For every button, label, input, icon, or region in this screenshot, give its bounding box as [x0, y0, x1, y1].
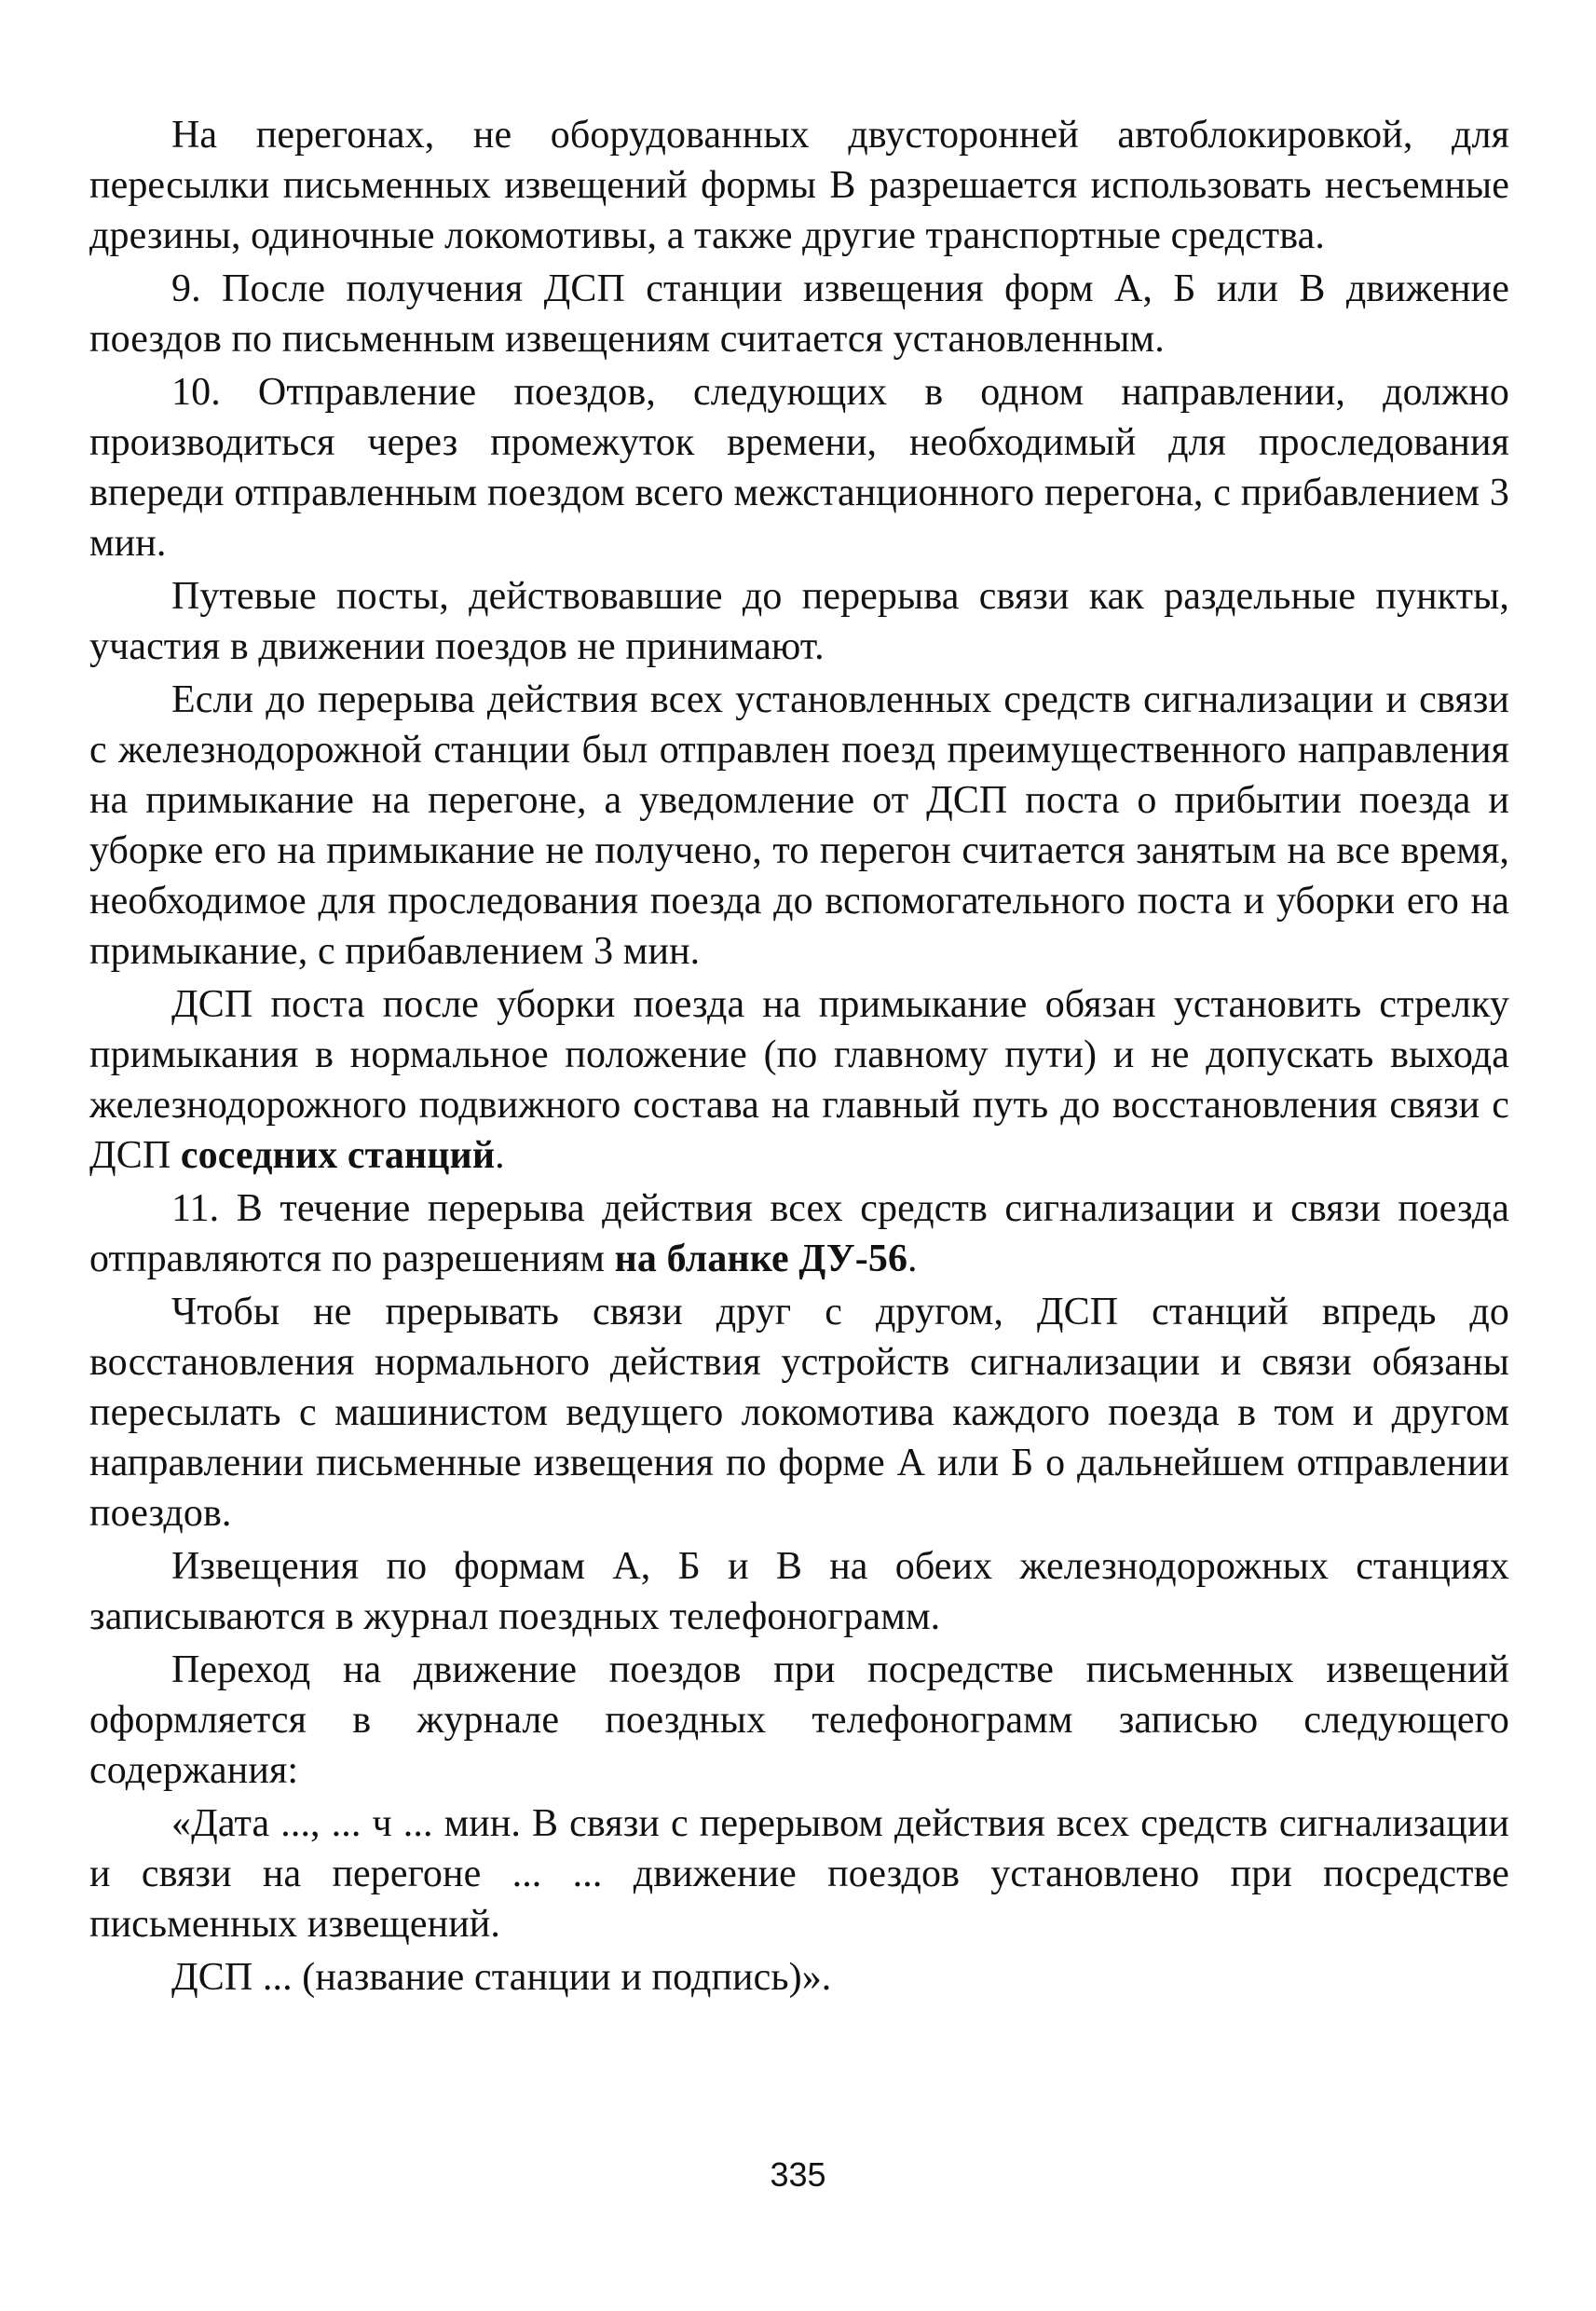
- paragraph-3-text: 10. Отправление поездов, следующих в одном направлении, должно производиться через промежуток времени, необходимый для проследования впереди отправленным поездом всего межстанционного перегона, с прибавлением 3 мин.: [89, 371, 1509, 565]
- paragraph-5-text: Если до перерыва действия всех установленных средств сигнализации и связи с железнодорожной станции был отправлен поезд преимущественного направления на примыкание на перегоне, а уведомление от ДСП поста о прибытии поезда и уборке его на примыкание не получено, то перегон считается занятым на все время, необходимое для проследования поезда до вспомогательного поста и уборки его на примыкание, с прибавлением 3 мин.: [89, 678, 1509, 973]
- paragraph-10-text: Переход на движение поездов при посредстве письменных извещений оформляется в журнале поездных телефонограмм записью следующего содержания:: [89, 1648, 1509, 1792]
- paragraph-2: [89, 264, 1509, 364]
- document-page: [89, 110, 1509, 2207]
- paragraph-4-text: Путевые посты, действовавшие до перерыва связи как раздельные пункты, участия в движении поездов не принимают.: [89, 575, 1509, 668]
- paragraph-8: [89, 1287, 1509, 1538]
- paragraph-3: [89, 367, 1509, 568]
- paragraph-6-text: ДСП поста после уборки поезда на примыкание обязан установить стрелку примыкания в нормальное положение (по главному пути) и не допускать выхода железнодорожного подвижного состава на главный путь до восстановления связи с ДСП: [89, 983, 1509, 1177]
- paragraph-7: [89, 1183, 1509, 1284]
- paragraph-9-text: Извещения по формам А, Б и В на обеих железнодорожных станциях записываются в журнал поездных телефонограмм.: [89, 1545, 1509, 1638]
- paragraph-4: [89, 571, 1509, 672]
- paragraph-12-text: ДСП ... (название станции и подпись)».: [171, 1956, 832, 1999]
- paragraph-7-trailing-text: .: [907, 1238, 918, 1280]
- paragraph-7-bold-text: на бланке ДУ-56: [614, 1238, 908, 1280]
- paragraph-9: [89, 1541, 1509, 1642]
- paragraph-8-text: Чтобы не прерывать связи друг с другом, ДСП станций впредь до восстановления нормального действия устройств сигнализации и связи обязаны пересылать с машинистом ведущего локомотива каждого поезда в том и другом направлении письменные извещения по форме А или Б о дальнейшем отправлении поездов.: [89, 1291, 1509, 1535]
- paragraph-7-text: 11. В течение перерыва действия всех средств сигнализации и связи поезда отправляются по разрешениям: [89, 1187, 1509, 1280]
- paragraph-6-trailing-text: .: [495, 1134, 505, 1177]
- paragraph-10: [89, 1645, 1509, 1796]
- page-number: 335: [770, 2155, 826, 2194]
- paragraph-12: [89, 1952, 1509, 2003]
- paragraph-6: [89, 979, 1509, 1181]
- paragraph-11-text: «Дата ..., ... ч ... мин. В связи с перерывом действия всех средств сигнализации и связи на перегоне ... ... движение поездов установлено при посредстве письменных извещений.: [89, 1802, 1509, 1946]
- paragraph-2-text: 9. После получения ДСП станции извещения форм А, Б или В движение поездов по письменным извещениям считается установленным.: [89, 267, 1509, 361]
- paragraph-5: [89, 675, 1509, 977]
- paragraph-1: [89, 110, 1509, 261]
- paragraph-6-bold-text: соседних станций: [180, 1134, 496, 1177]
- paragraph-11: [89, 1798, 1509, 1949]
- paragraph-1-text: На перегонах, не оборудованных двусторонней автоблокировкой, для пересылки письменных извещений формы В разрешается использовать несъемные дрезины, одиночные локомотивы, а также другие транспортные средства.: [89, 114, 1509, 257]
